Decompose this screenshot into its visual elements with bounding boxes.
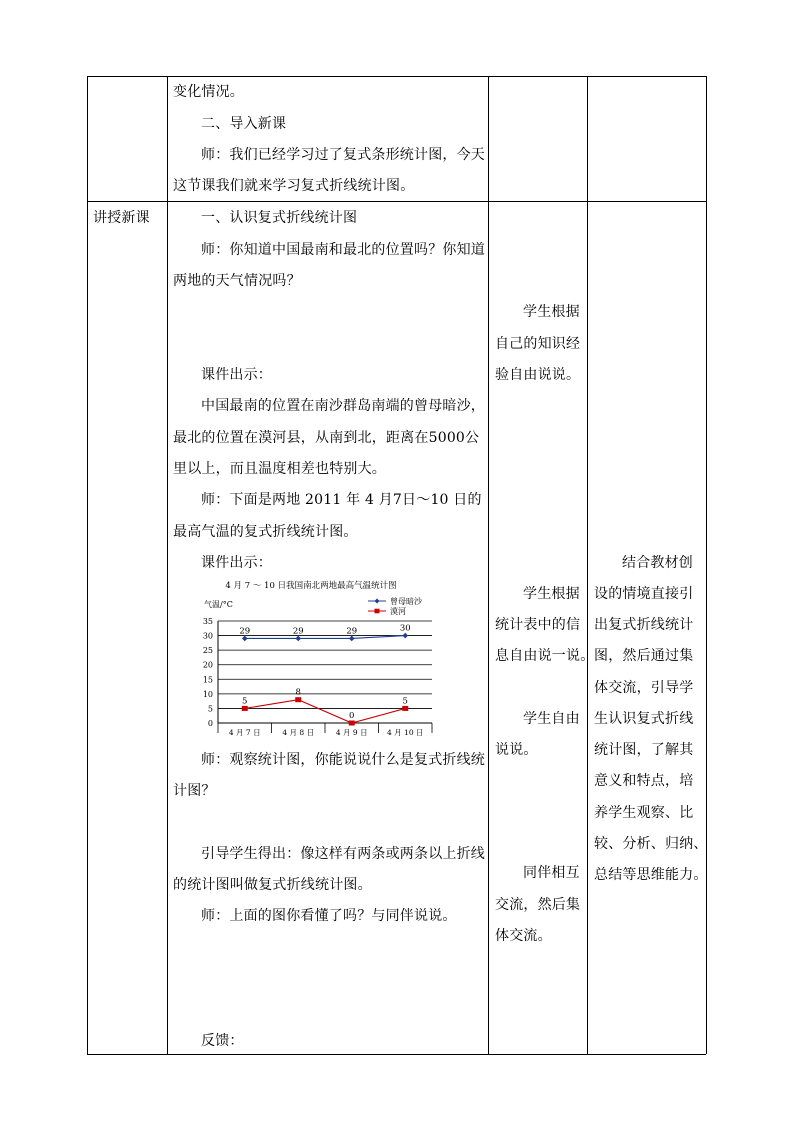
teacher-line: 师：观察统计图，你能说说什么是复式折线统 (201, 752, 485, 768)
student-line: 交流，然后集 (495, 897, 581, 913)
teacher-line: 的统计图叫做复式折线统计图。 (173, 877, 372, 893)
data-point-diamond (402, 633, 408, 639)
legend-label: 漠河 (390, 607, 406, 616)
y-tick-label: 15 (202, 675, 213, 685)
table-border-col3 (587, 76, 588, 1054)
student-line: 自己的知识经 (495, 336, 581, 352)
series-line (245, 636, 406, 639)
intent-line: 出复式折线统计 (594, 617, 694, 633)
data-point-square (349, 721, 355, 726)
intent-line: 统计图，了解其 (594, 742, 694, 758)
y-tick-label: 35 (202, 617, 213, 626)
data-label: 5 (242, 696, 248, 707)
y-tick-label: 5 (207, 704, 213, 714)
student-line: 同伴相互 (523, 865, 580, 881)
chart-legend (368, 596, 423, 616)
teacher-line: 引导学生得出：像这样有两条或两条以上折线 (201, 846, 485, 862)
row1-line: 二、导入新课 (201, 116, 287, 132)
intent-line: 图，然后通过集 (594, 648, 694, 664)
data-point-diamond (295, 636, 301, 642)
table-border-left (87, 76, 88, 1054)
row1-line: 这节课我们就来学习复式折线统计图。 (173, 178, 415, 194)
y-axis-label: 气温/°C (204, 600, 233, 609)
intent-line: 设的情境直接引 (594, 586, 694, 602)
teacher-line: 一、认识复式折线统计图 (201, 210, 358, 226)
intent-line: 结合教材创 (622, 555, 693, 571)
x-tick-label: 4 月 10 日 (387, 728, 424, 737)
intent-line: 体交流，引导学 (594, 680, 694, 696)
x-tick-label: 4 月 8 日 (282, 728, 315, 737)
student-line: 验自由说说。 (495, 367, 581, 383)
legend-label: 曾母暗沙 (390, 597, 422, 606)
y-tick-label: 10 (202, 689, 213, 699)
data-point-diamond (242, 636, 248, 642)
teacher-line: 课件出示： (201, 367, 272, 383)
table-border-col1 (167, 76, 168, 1054)
intent-line: 养学生观察、比 (594, 805, 694, 821)
student-line: 学生根据 (523, 304, 580, 320)
data-point-square (242, 706, 248, 711)
teacher-line: 师：下面是两地 2011 年 4 月7日～10 日的 (201, 492, 482, 508)
table-border-top (87, 76, 706, 77)
row1-line: 变化情况。 (173, 84, 244, 100)
y-tick-label: 20 (202, 660, 213, 670)
data-label: 8 (295, 687, 301, 698)
data-point-square (295, 697, 301, 702)
y-tick-label: 25 (202, 646, 213, 656)
student-line: 统计表中的信 (495, 617, 581, 633)
teacher-line: 师：上面的图你看懂了吗？与同伴说说。 (201, 908, 457, 924)
teacher-line: 课件出示： (201, 555, 272, 571)
data-label: 29 (346, 626, 358, 637)
teacher-line: 中国最南的位置在南沙群岛南端的曾母暗沙， (201, 398, 485, 414)
table-border-col2 (488, 76, 489, 1054)
student-line: 说说。 (495, 742, 538, 758)
student-line: 学生根据 (523, 586, 580, 602)
student-line: 息自由说一说。 (495, 648, 595, 664)
teacher-line: 最北的位置在漠河县，从南到北，距离在5000公 (173, 430, 480, 446)
teacher-line: 反馈： (201, 1033, 244, 1049)
teacher-line: 里以上，而且温度相差也特别大。 (173, 461, 386, 477)
data-label: 0 (349, 711, 355, 721)
x-tick-label: 4 月 9 日 (335, 728, 368, 737)
x-tick-label: 4 月 7 日 (228, 728, 261, 737)
teacher-line: 最高气温的复式折线统计图。 (173, 524, 358, 540)
data-label: 29 (292, 626, 304, 637)
table-row-divider (87, 201, 706, 202)
student-line: 学生自由 (523, 711, 580, 727)
chart-axes (203, 617, 432, 737)
temperature-line-chart (196, 577, 446, 742)
data-point-diamond (349, 636, 355, 642)
data-label: 29 (239, 626, 251, 637)
data-label: 30 (399, 623, 411, 634)
teacher-line: 计图？ (173, 783, 216, 799)
chart-title: 4 月 7 ～ 10 日我国南北两地最高气温统计图 (225, 581, 397, 591)
data-label: 5 (402, 696, 408, 707)
section-label: 讲授新课 (93, 210, 150, 226)
student-line: 体交流。 (495, 928, 552, 944)
intent-line: 较、分析、归纳、 (594, 836, 708, 852)
intent-line: 总结等思维能力。 (594, 867, 708, 883)
intent-line: 生认识复式折线 (594, 711, 694, 727)
intent-line: 意义和特点，培 (594, 773, 694, 789)
row1-line: 师：我们已经学习过了复式条形统计图，今天 (201, 147, 485, 163)
legend-marker-square (375, 609, 380, 614)
table-border-right (706, 76, 707, 1054)
chart-series (239, 624, 410, 726)
data-point-square (402, 706, 408, 711)
y-tick-label: 0 (207, 719, 213, 728)
legend-marker-diamond (375, 599, 380, 604)
table-border-bottom (87, 1054, 706, 1055)
teacher-line: 两地的天气情况吗？ (173, 273, 301, 289)
chart-svg (196, 577, 446, 742)
series-line (245, 700, 406, 723)
y-tick-label: 30 (202, 631, 213, 641)
teacher-line: 师：你知道中国最南和最北的位置吗？你知道 (201, 242, 485, 258)
